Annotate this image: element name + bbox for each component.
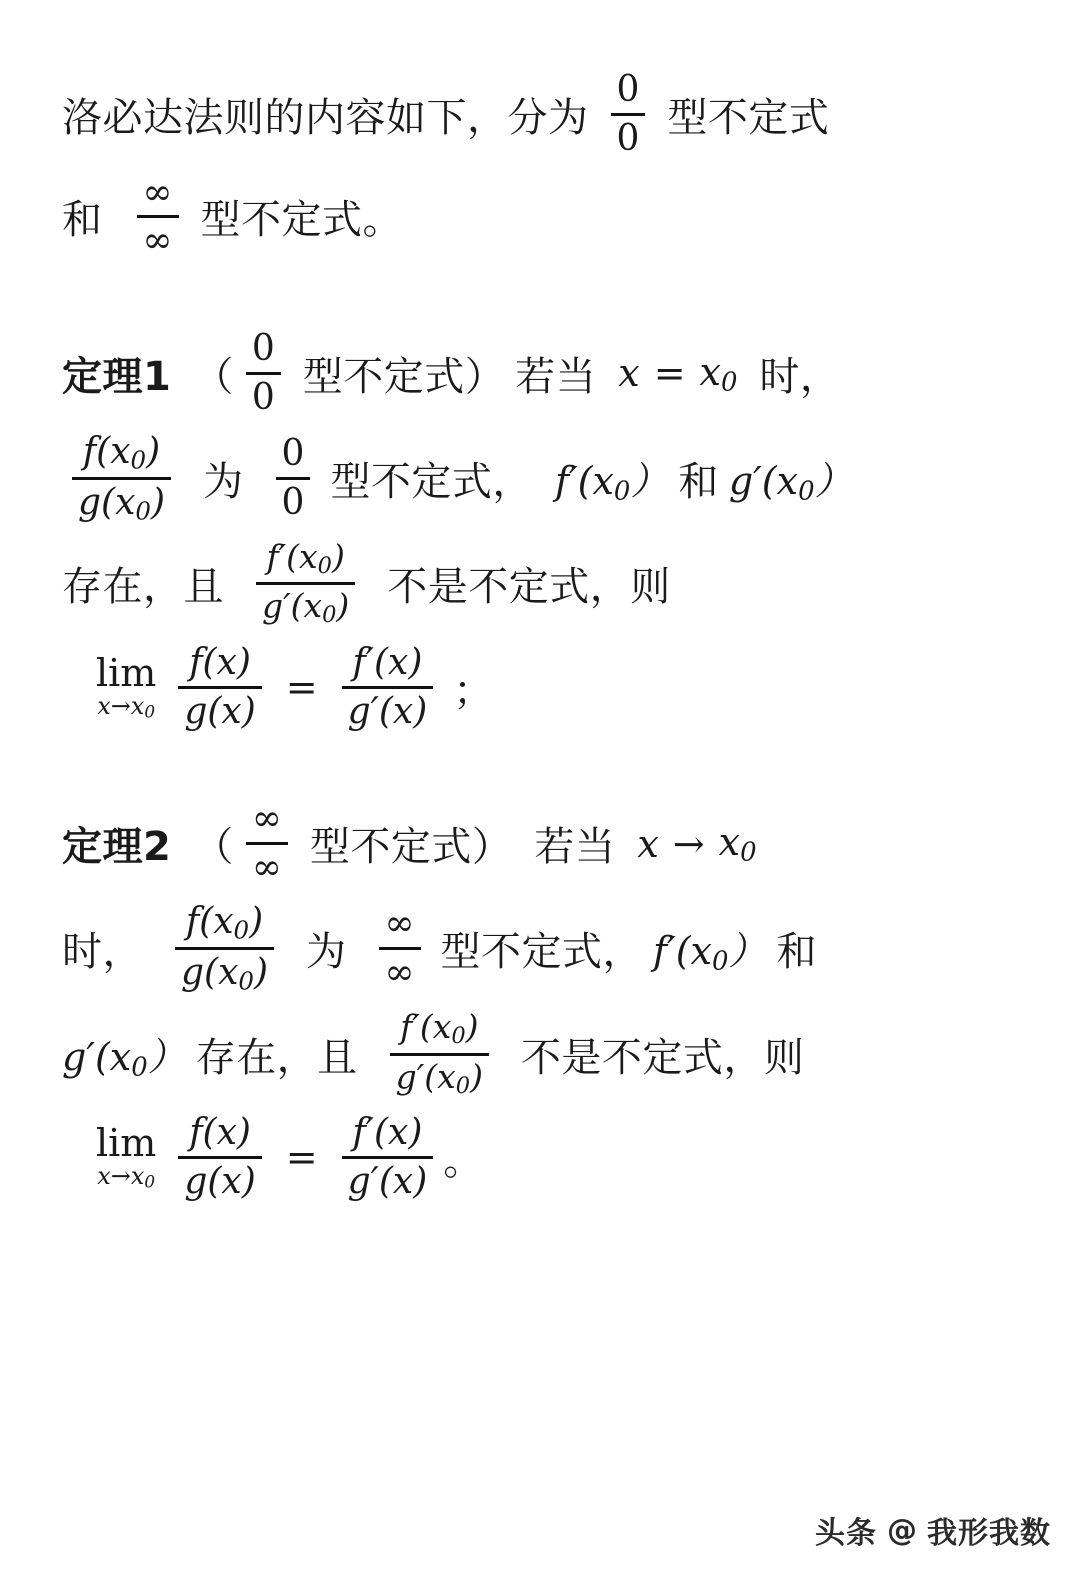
fraction-numerator: f′(x) <box>352 1112 423 1154</box>
intro-line-2 <box>62 173 1017 262</box>
fraction-numerator: $f'(x_0)$ <box>266 536 345 579</box>
theorem2-type-text: 型不定式） <box>309 824 513 871</box>
theorem2-lhs-fraction <box>178 1113 261 1202</box>
fraction-numerator: $f(x_0)$ <box>82 430 161 475</box>
fraction-bar <box>342 686 434 689</box>
theorem2-line-2 <box>62 902 1017 995</box>
theorem2-not-indeterminate-text: 不是不定式，则 <box>520 1034 805 1081</box>
fraction-numerator: ∞ <box>384 903 415 945</box>
fraction-bar <box>246 842 288 845</box>
fraction-bar <box>178 1156 261 1159</box>
fraction-denominator: ∞ <box>384 952 415 994</box>
at-symbol: @ <box>887 1512 917 1548</box>
fraction-denominator: ∞ <box>142 220 173 262</box>
limit-subscript: x→x0 <box>97 1162 156 1192</box>
theorem2-is-text: 为 <box>306 929 347 976</box>
theorem1-open-paren: （ <box>193 353 234 400</box>
theorem1-formula <box>62 643 1017 732</box>
theorem1-type-text: 型不定式） <box>302 353 506 400</box>
fraction-denominator: g′(x) <box>347 1160 428 1202</box>
theorem2-condition-prefix: 若当 <box>534 824 616 871</box>
theorem1-equals: = <box>653 351 686 396</box>
intro-text-part3: 和 <box>62 197 103 244</box>
theorem1-line-3 <box>62 536 1017 629</box>
theorem1-var-x: x <box>618 351 640 396</box>
theorem2-rhs-fraction <box>342 1113 434 1202</box>
theorem2-line-3 <box>62 1009 1017 1099</box>
theorem1-when-text: 时， <box>759 353 841 400</box>
spacer <box>62 745 1017 799</box>
fraction-numerator: ∞ <box>251 798 282 840</box>
theorem2-open-paren: （ <box>193 824 234 871</box>
theorem1-terminator: ； <box>453 667 494 714</box>
fraction-denominator: 0 <box>616 117 640 159</box>
theorem1-exists-text: 存在，且 <box>62 564 224 611</box>
fraction-denominator: $g'(x_0)$ <box>395 1056 483 1099</box>
theorem1-is-text: 为 <box>203 458 244 505</box>
theorem2-derivative-quotient <box>390 1009 489 1099</box>
theorem1-form-fraction <box>276 434 311 523</box>
fraction-denominator: ∞ <box>251 847 282 889</box>
fraction-numerator: $f'(x_0)$ <box>400 1007 479 1050</box>
theorem1-var-x0: $x_0$ <box>699 349 738 398</box>
theorem2-equals-sign: = <box>285 1135 318 1180</box>
theorem2-form-fraction <box>379 904 421 993</box>
theorem2-and-text: 和 <box>776 929 817 976</box>
theorem1-g-prime: $g'(x_0)$ <box>728 459 853 507</box>
theorem1-lhs-fraction <box>178 643 261 732</box>
platform-label: 头条 <box>815 1516 877 1551</box>
theorem2-when-text: 时， <box>62 929 143 976</box>
intro-text-part2: 型不定式 <box>667 94 830 141</box>
theorem1-line-2 <box>62 432 1017 525</box>
theorem1-type-fraction <box>246 329 281 418</box>
theorem2-quotient-fraction <box>175 902 274 995</box>
fraction-denominator: 0 <box>251 376 275 418</box>
intro-text-part1: 洛必达法则的内容如下，分为 <box>62 94 589 141</box>
fraction-bar <box>342 1156 434 1159</box>
theorem1-and-text: 和 <box>678 458 719 505</box>
theorem2-exists-text: 存在，且 <box>195 1034 358 1081</box>
fraction-numerator: ∞ <box>142 171 173 213</box>
theorem2-f-prime: $f'(x_0)$ <box>653 929 767 977</box>
theorem2-type-fraction <box>246 799 288 888</box>
theorem2-form-text: 型不定式， <box>440 929 644 976</box>
limit-symbol: lim <box>96 1121 157 1166</box>
author-name: 我形我数 <box>927 1516 1051 1551</box>
fraction-inf-over-inf <box>137 173 179 262</box>
document-content <box>62 70 1017 1216</box>
theorem2-arrow: → <box>672 821 705 866</box>
theorem2-line-1 <box>62 799 1017 888</box>
theorem1-quotient-fraction <box>72 432 171 525</box>
theorem1-rhs-fraction <box>342 643 434 732</box>
theorem1-f-prime: $f'(x_0)$ <box>554 459 669 507</box>
fraction-bar <box>390 1053 489 1056</box>
fraction-numerator: f(x) <box>189 641 251 683</box>
theorem2-g-prime: $g'(x_0)$ <box>62 1034 186 1083</box>
fraction-bar <box>611 113 646 116</box>
fraction-zero-over-zero <box>611 70 646 159</box>
fraction-bar <box>137 215 179 218</box>
theorem2-limit-operator <box>96 1121 157 1192</box>
fraction-bar <box>246 372 281 375</box>
theorem2-terminator: 。 <box>443 1137 484 1184</box>
theorem1-condition-prefix: 若当 <box>515 353 597 400</box>
intro-text-part4: 型不定式。 <box>200 197 403 244</box>
fraction-bar <box>175 947 274 950</box>
fraction-numerator: 0 <box>616 69 640 110</box>
fraction-denominator: g′(x) <box>347 690 428 732</box>
spacer <box>62 275 1017 329</box>
fraction-numerator: 0 <box>281 433 305 475</box>
fraction-numerator: 0 <box>251 328 275 370</box>
intro-line-1 <box>62 70 1017 159</box>
theorem2-label: 定理2 <box>62 824 172 871</box>
fraction-denominator: $g(x_0)$ <box>78 481 166 526</box>
fraction-bar <box>276 477 311 480</box>
theorem1-equals-sign: = <box>285 665 318 710</box>
theorem1-label: 定理1 <box>62 353 172 400</box>
fraction-denominator: 0 <box>281 481 305 523</box>
fraction-bar <box>379 947 421 950</box>
fraction-denominator: $g'(x_0)$ <box>262 586 350 629</box>
fraction-denominator: g(x) <box>184 1160 256 1202</box>
theorem2-formula <box>62 1113 1017 1202</box>
fraction-denominator: $g(x_0)$ <box>181 952 269 996</box>
theorem1-line-1 <box>62 329 1017 418</box>
fraction-bar <box>256 582 355 585</box>
fraction-denominator: g(x) <box>184 690 256 732</box>
fraction-bar <box>72 477 171 480</box>
theorem1-form-text: 型不定式， <box>330 458 533 505</box>
fraction-bar <box>178 686 261 689</box>
theorem1-derivative-quotient <box>256 536 355 629</box>
theorem2-var-x: x <box>637 821 659 866</box>
fraction-numerator: $f(x_0)$ <box>185 901 264 945</box>
theorem2-var-x0: $x_0$ <box>718 819 757 868</box>
fraction-numerator: f(x) <box>189 1112 251 1154</box>
fraction-numerator: f′(x) <box>352 641 423 683</box>
limit-subscript: x→x0 <box>97 692 156 722</box>
theorem1-not-indeterminate-text: 不是不定式，则 <box>387 564 671 611</box>
theorem1-limit-operator <box>96 651 157 722</box>
watermark <box>815 1508 1051 1552</box>
limit-symbol: lim <box>96 651 157 696</box>
